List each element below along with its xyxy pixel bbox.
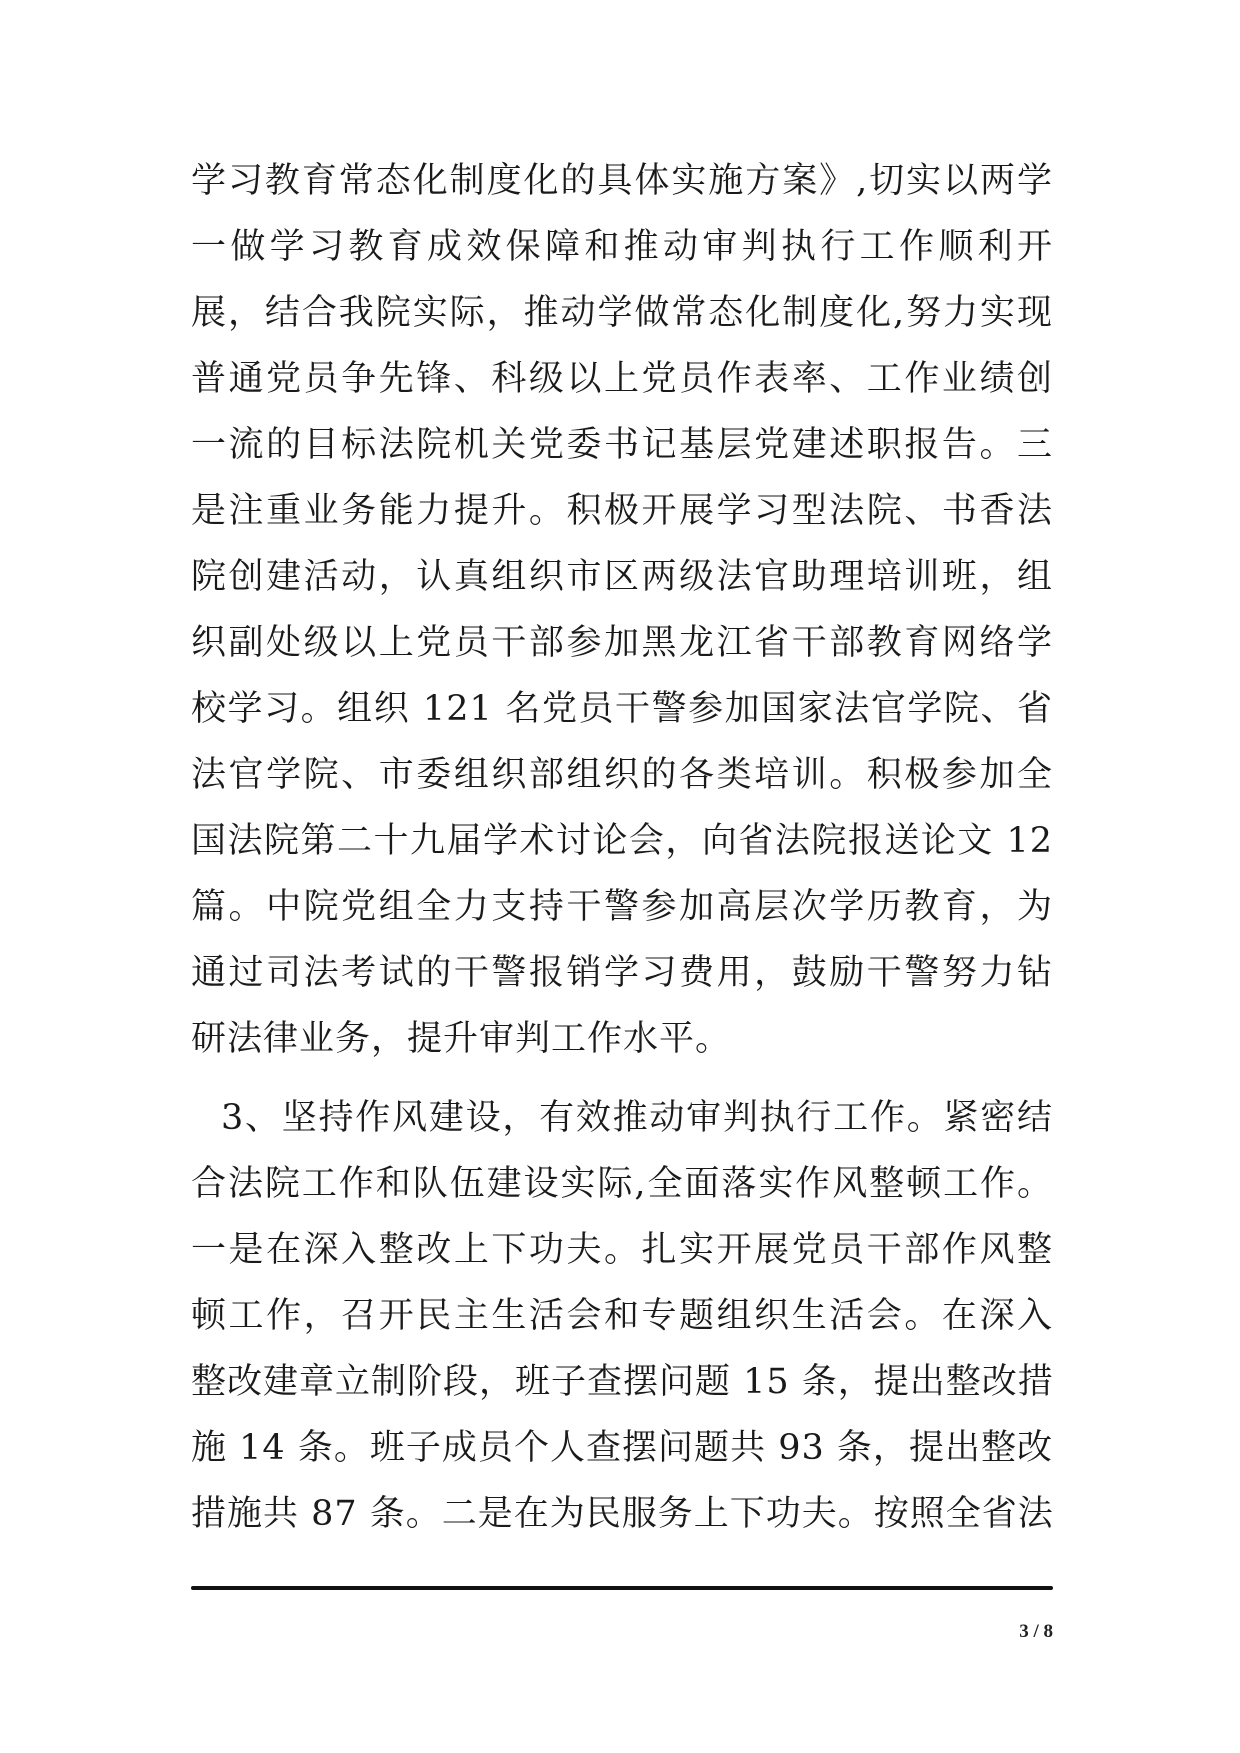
text-line: 校学习。组织 121 名党员干警参加国家法官学院、省 bbox=[191, 689, 1053, 729]
text-line: 篇。中院党组全力支持干警参加高层次学历教育，为 bbox=[191, 887, 1053, 927]
text-line: 3、坚持作风建设，有效推动审判执行工作。紧密结 bbox=[221, 1098, 1053, 1138]
text-line: 通过司法考试的干警报销学习费用，鼓励干警努力钻 bbox=[191, 953, 1053, 993]
text-line: 学习教育常态化制度化的具体实施方案》,切实以两学 bbox=[191, 161, 1053, 201]
text-line: 措施共 87 条。二是在为民服务上下功夫。按照全省法 bbox=[191, 1494, 1054, 1534]
text-line: 合法院工作和队伍建设实际,全面落实作风整顿工作。 bbox=[191, 1164, 1053, 1204]
footer-rule bbox=[191, 1586, 1053, 1590]
page-number: 3 / 8 bbox=[1019, 1621, 1053, 1642]
text-line: 法官学院、市委组织部组织的各类培训。积极参加全 bbox=[191, 755, 1053, 795]
text-line: 院创建活动，认真组织市区两级法官助理培训班，组 bbox=[191, 557, 1053, 597]
paragraph-2 bbox=[191, 1085, 1053, 1547]
text-line: 是注重业务能力提升。积极开展学习型法院、书香法 bbox=[191, 491, 1053, 531]
text-line: 研法律业务，提升审判工作水平。 bbox=[191, 1019, 732, 1059]
text-line: 国法院第二十九届学术讨论会，向省法院报送论文 12 bbox=[191, 821, 1053, 861]
text-line: 一做学习教育成效保障和推动审判执行工作顺利开 bbox=[191, 227, 1053, 267]
text-line: 顿工作，召开民主生活会和专题组织生活会。在深入 bbox=[191, 1296, 1053, 1336]
text-line: 整改建章立制阶段，班子查摆问题 15 条，提出整改措 bbox=[191, 1362, 1054, 1402]
document-body bbox=[191, 148, 1053, 1547]
text-line: 展，结合我院实际，推动学做常态化制度化,努力实现 bbox=[191, 293, 1053, 333]
text-line: 施 14 条。班子成员个人查摆问题共 93 条，提出整改 bbox=[191, 1428, 1053, 1468]
paragraph-1 bbox=[191, 148, 1053, 1072]
text-line: 织副处级以上党员干部参加黑龙江省干部教育网络学 bbox=[191, 623, 1053, 663]
text-line: 一流的目标法院机关党委书记基层党建述职报告。三 bbox=[191, 425, 1053, 465]
text-line: 普通党员争先锋、科级以上党员作表率、工作业绩创 bbox=[191, 359, 1053, 399]
text-line: 一是在深入整改上下功夫。扎实开展党员干部作风整 bbox=[191, 1230, 1053, 1270]
